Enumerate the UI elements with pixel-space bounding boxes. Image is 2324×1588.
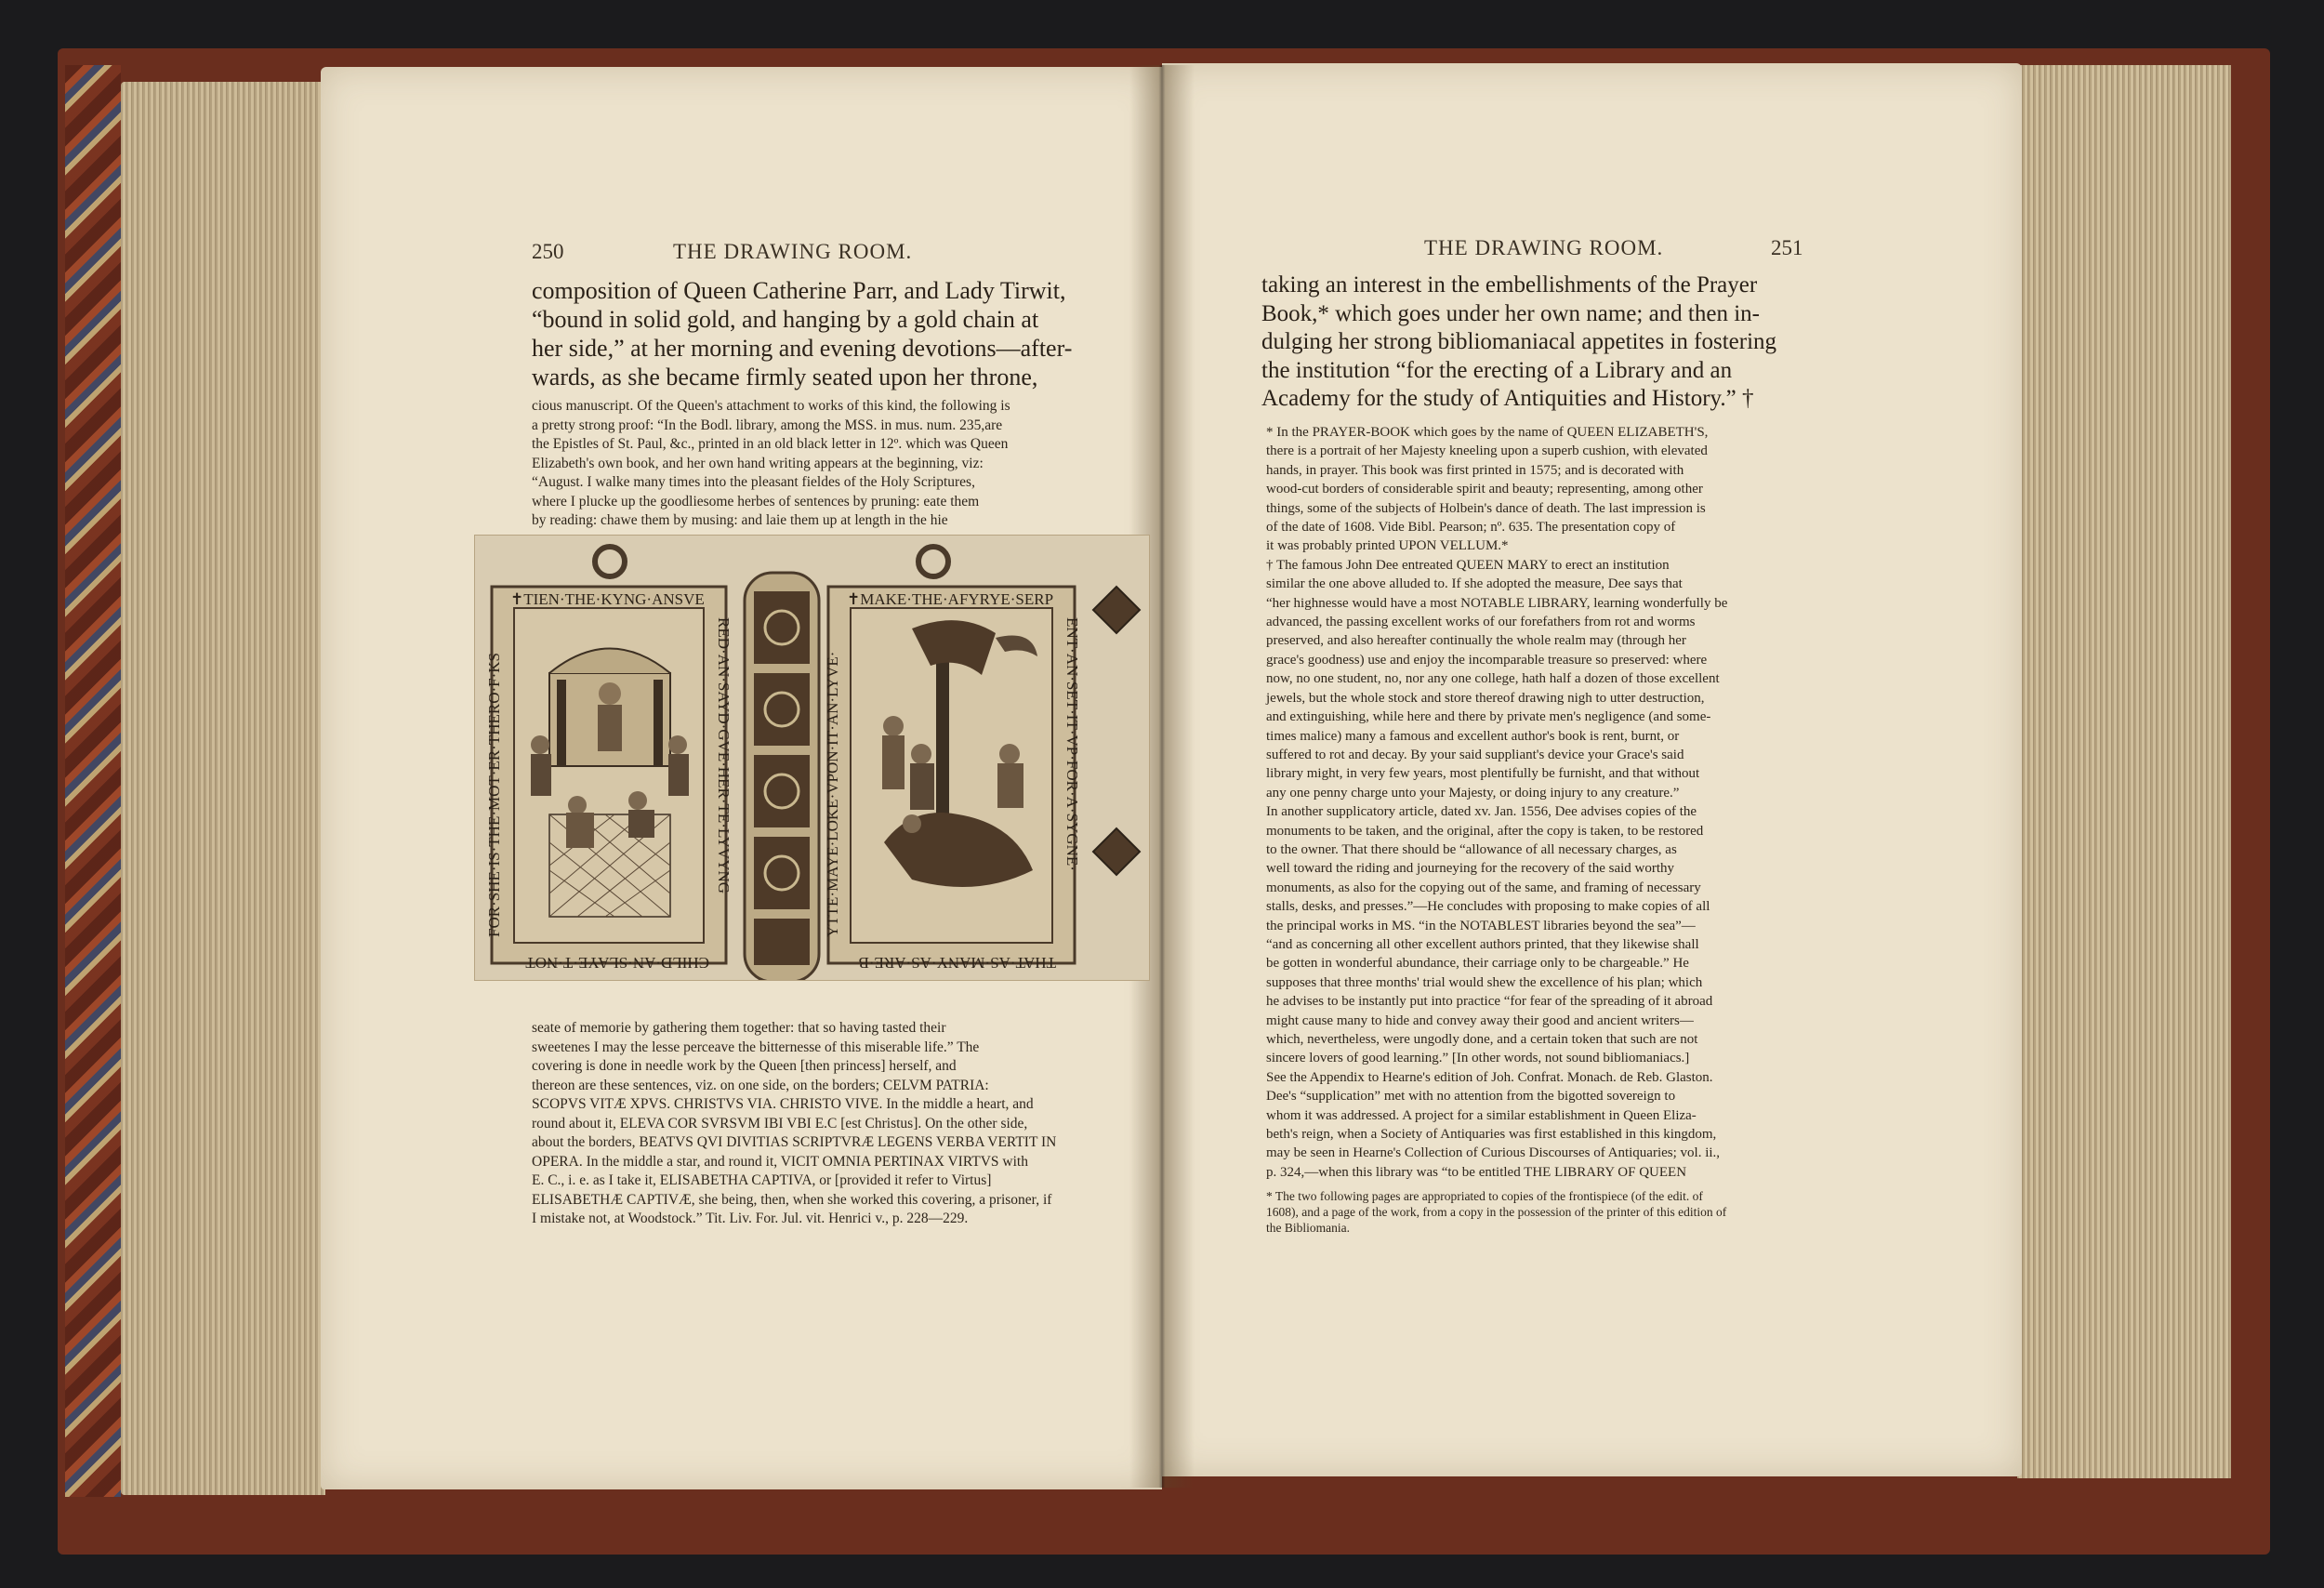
text-line: sincere lovers of good learning.” [In other words, not sound bibliomaniacs.] <box>1266 1051 1690 1066</box>
text-line: Academy for the study of Antiquities and History.” † <box>1261 386 1754 411</box>
text-line: stalls, desks, and presses.”—He concludes with proposing to make copies of all <box>1266 899 1710 915</box>
page-edges-left <box>121 82 325 1495</box>
page-edges-right <box>2017 65 2231 1478</box>
text-line: of the date of 1608. Vide Bibl. Pearson; nº. 635. The presentation copy of <box>1266 520 1676 536</box>
text-line: times malice) many a famous and excellent author's book is rent, burnt, or <box>1266 728 1680 744</box>
plate-inscription-left-left: FOR·SHE·IS·THE·MOT·ER·THERO·F·KS <box>485 653 503 937</box>
text-line: In another supplicatory article, dated xv. Jan. 1556, Dee advises copies of the <box>1266 804 1697 820</box>
plate-inscription-right-top: ✝MAKE·THE·AFYRYE·SERP <box>847 590 1054 608</box>
text-line: “August. I walke many times into the pleasant fieldes of the Holy Scriptures, <box>532 474 975 490</box>
running-head-left: THE DRAWING ROOM. <box>673 240 913 263</box>
text-line: E. C., i. e. as I take it, ELISABETHA CAPTIVA, or [provided it refer to Virtus] <box>532 1172 992 1188</box>
text-line: “and as concerning all other excellent authors printed, that they likewise shall <box>1266 936 1699 952</box>
text-line: composition of Queen Catherine Parr, and Lady Tirwit, <box>532 277 1066 304</box>
text-line: any one penny charge unto your Majesty, or doing injury to any creature.” <box>1266 785 1680 801</box>
text-line: thereon are these sentences, viz. on one side, on the borders; CELVM PATRIA: <box>532 1077 989 1093</box>
text-line: by reading: chawe them by musing: and laie them up at length in the hie <box>532 512 948 528</box>
page-number-left: 250 <box>532 240 564 263</box>
page-number-right: 251 <box>1771 236 1803 259</box>
embroidered-binding-plate <box>474 535 1150 981</box>
text-line: preserved, and also hereafter continually the whole realm may (through her <box>1266 633 1686 649</box>
text-line: the institution “for the erecting of a Library and an <box>1261 357 1733 383</box>
text-line: See the Appendix to Hearne's edition of Joh. Confrat. Monach. de Reb. Glaston. <box>1266 1069 1713 1085</box>
binding-illustration <box>475 536 1149 980</box>
text-line: grace's goodness) use and enjoy the incomparable treasure so preserved: where <box>1266 652 1708 668</box>
text-line: * The two following pages are appropriated to copies of the frontispiece (of the edit. of <box>1266 1189 1703 1203</box>
text-line: hands, in prayer. This book was first printed in 1575; and is decorated with <box>1266 462 1684 478</box>
plate-inscription-left-bottom: CHILD·AN·SLAYE·T·NOT <box>525 954 709 972</box>
text-line: to the owner. That there should be “allowance of all necessary charges, as <box>1266 841 1677 857</box>
text-line: monuments to be taken, and the original, after the copy is taken, to be restored <box>1266 823 1704 839</box>
text-line: he advises to be instantly put into practice “for fear of the spreading of it abroad <box>1266 994 1713 1010</box>
text-line: her side,” at her morning and evening devotions—after- <box>532 335 1073 362</box>
text-line: Elizabeth's own book, and her own hand writing appears at the beginning, viz: <box>532 455 984 471</box>
text-line: about the borders, BEATVS QVI DIVITIAS SCRIPTVRÆ LEGENS VERBA VERTIT IN <box>532 1134 1057 1150</box>
left-lead-text <box>532 276 1076 391</box>
text-line: similar the one above alluded to. If she adopted the measure, Dee says that <box>1266 576 1683 592</box>
running-head-right: THE DRAWING ROOM. <box>1424 236 1664 259</box>
text-line: monuments, as also for the copying out of the same, and framing of necessary <box>1266 880 1701 895</box>
text-line: wood-cut borders of considerable spirit and beauty; representing, among other <box>1266 482 1703 497</box>
text-line: Dee's “supplication” met with no attention from the bigotted sovereign to <box>1266 1089 1676 1105</box>
text-line: p. 324,—when this library was “to be entitled THE LIBRARY OF QUEEN <box>1266 1164 1687 1180</box>
text-line: Book,* which goes under her own name; and then in- <box>1261 300 1760 326</box>
text-line: things, some of the subjects of Holbein's dance of death. The last impression is <box>1266 500 1706 516</box>
text-line: ELISABETHÆ CAPTIVÆ, she being, then, when she worked this covering, a prisoner, if <box>532 1191 1052 1208</box>
text-line: I mistake not, at Woodstock.” Tit. Liv. For. Jul. vit. Henrici v., p. 228—229. <box>532 1211 969 1226</box>
text-line: now, no one student, no, nor any one college, hath half a dozen of those excellent <box>1266 671 1720 687</box>
text-line: where I plucke up the goodliesome herbes of sentences by pruning: eate them <box>532 493 980 509</box>
text-line: † The famous John Dee entreated QUEEN MARY to erect an institution <box>1266 557 1670 573</box>
text-line: a pretty strong proof: “In the Bodl. library, among the MSS. in mus. num. 235,are <box>532 417 1003 433</box>
text-line: there is a portrait of her Majesty kneeling upon a superb cushion, with elevated <box>1266 443 1708 459</box>
text-line: the Bibliomania. <box>1266 1221 1350 1235</box>
right-last-footnote <box>1266 1188 1810 1236</box>
text-line: wards, as she became firmly seated upon her throne, <box>532 364 1038 390</box>
marbled-endpaper <box>65 65 121 1497</box>
text-line: dulging her strong bibliomaniacal appetites in fostering <box>1261 329 1777 354</box>
plate-inscription-left-right: RED·AN·SAYD·GVE·HER·TE·LYVYNG <box>715 617 733 894</box>
text-line: “her highnesse would have a most NOTABLE LIBRARY, learning wonderfully be <box>1266 595 1728 611</box>
left-footnote-bottom <box>532 1019 1076 1229</box>
right-lead-text <box>1261 271 1801 414</box>
text-line: it was probably printed UPON VELLUM.* <box>1266 538 1509 554</box>
plate-inscription-right-bottom: THAT·AS·MANY·AS·ARE·B <box>858 954 1056 972</box>
text-line: be gotten in wonderful abundance, their carriage only to be chargeable.” He <box>1266 956 1689 972</box>
text-line: advanced, the passing excellent works of our forefathers from rot and worms <box>1266 615 1696 630</box>
text-line: cious manuscript. Of the Queen's attachment to works of this kind, the following is <box>532 398 1010 414</box>
text-line: supposes that three months' trial would shew the excellence of his plan; which <box>1266 974 1703 990</box>
text-line: whom it was addressed. A project for a similar establishment in Queen Eliza- <box>1266 1107 1697 1123</box>
text-line: might cause many to hide and convey away their good and ancient writers— <box>1266 1012 1694 1028</box>
text-line: suffered to rot and decay. By your said suppliant's device your Grace's said <box>1266 747 1684 762</box>
text-line: library might, in very few years, most plentifully be furnisht, and that without <box>1266 766 1700 782</box>
text-line: taking an interest in the embellishments of the Prayer <box>1261 272 1758 298</box>
text-line: round about it, ELEVA COR SVRSVM IBI VBI E.C [est Christus]. On the other side, <box>532 1115 1028 1131</box>
plate-inscription-right-right: ENT·AN·SET·IT·VP·FOR·A·SYGNE· <box>1063 617 1081 871</box>
text-line: well toward the riding and journeying for the recovery of the said worthy <box>1266 861 1675 877</box>
right-footnotes <box>1266 423 1810 1182</box>
text-line: the principal works in MS. “in the NOTABLEST libraries beyond the sea”— <box>1266 918 1696 933</box>
text-line: which, nevertheless, were ungodly done, and a certain token that such are not <box>1266 1032 1698 1047</box>
text-line: beth's reign, when a Society of Antiquaries was first established in this kingdom, <box>1266 1127 1717 1143</box>
text-line: and extinguishing, while here and there by private men's negligence (and some- <box>1266 709 1711 725</box>
text-line: may be seen in Hearne's Collection of Curious Discourses of Antiquaries; vol. ii., <box>1266 1145 1721 1161</box>
text-line: seate of memorie by gathering them together: that so having tasted their <box>532 1020 946 1036</box>
left-footnote-top <box>532 397 1076 531</box>
text-line: the Epistles of St. Paul, &c., printed in an old black letter in 12º. which was Queen <box>532 436 1009 452</box>
plate-inscription-left-top: ✝TIEN·THE·KYNG·ANSVE <box>510 590 705 608</box>
text-line: 1608), and a page of the work, from a copy in the possession of the printer of this edition of <box>1266 1205 1727 1219</box>
text-line: SCOPVS VITÆ XPVS. CHRISTVS VIA. CHRISTO VIVE. In the middle a heart, and <box>532 1096 1034 1112</box>
text-line: * In the PRAYER-BOOK which goes by the name of QUEEN ELIZABETH'S, <box>1266 425 1709 440</box>
text-line: OPERA. In the middle a star, and round it, VICIT OMNIA PERTINAX VIRTVS with <box>532 1153 1028 1170</box>
text-line: “bound in solid gold, and hanging by a gold chain at <box>532 306 1039 333</box>
plate-inscription-right-left: YTTE·MAYE·LOKE·VPON·IT·AN·LYVE· <box>824 651 841 937</box>
text-line: covering is done in needle work by the Queen [then princess] herself, and <box>532 1058 957 1074</box>
text-line: jewels, but the whole stock and store thereof drawing nigh to utter destruction, <box>1266 690 1705 706</box>
text-line: sweetenes I may the lesse perceave the bitternesse of this miserable life.” The <box>532 1039 980 1055</box>
